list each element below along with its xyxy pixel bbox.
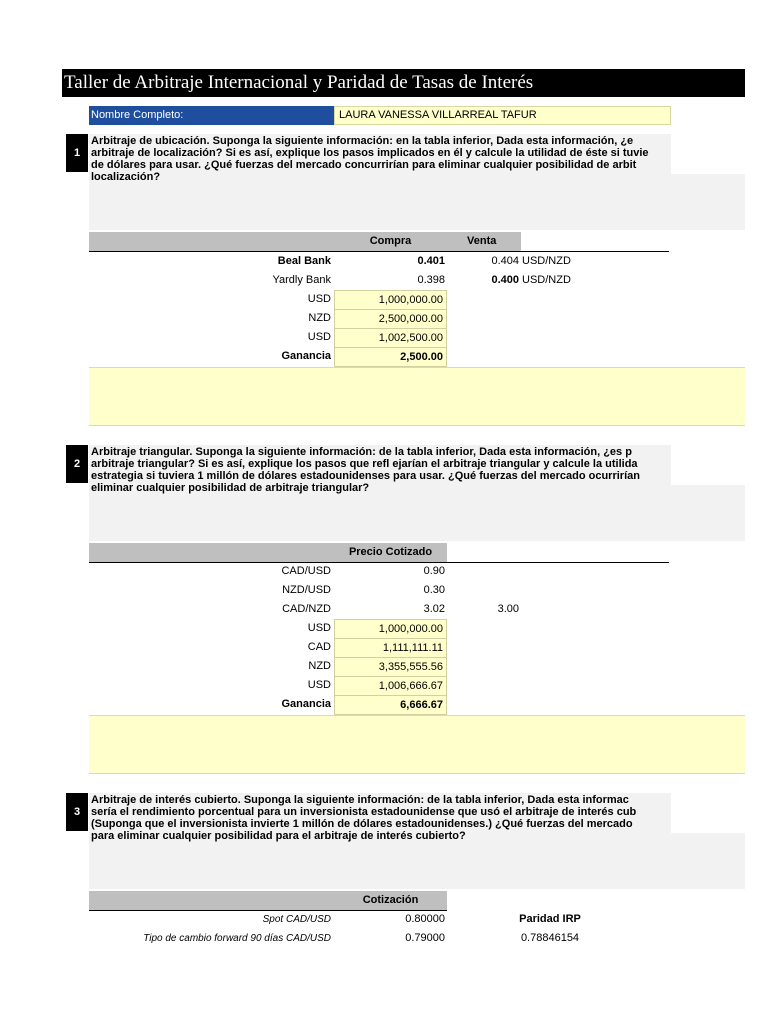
question-number-1: 1: [66, 134, 88, 172]
q1-bank-name: Yardly Bank: [272, 274, 331, 286]
q2-quote-label: CAD/NZD: [282, 603, 331, 615]
q2-calc-label: CAD: [307, 641, 331, 653]
question-3-line: Arbitraje de interés cubierto. Suponga la siguiente información: de la tabla inferior, Dada esta informac: [91, 794, 629, 806]
question-1-line: Arbitraje de ubicación. Suponga la siguiente información: en la tabla inferior, Dada esta información, ¿e: [91, 135, 634, 147]
question-1-line: de dólares para usar. ¿Qué fuerzas del mercado concurrirían para eliminar cualquier posibilidad de arbit: [91, 159, 637, 171]
q1-header-compra: Compra: [369, 235, 412, 247]
q2-calc-label: USD: [307, 679, 331, 691]
q1-calc-label: USD: [307, 331, 331, 343]
q2-quote-value: 0.90: [423, 565, 445, 577]
q1-gain-cell[interactable]: 2,500.00: [334, 347, 447, 367]
q2-quote-value: 3.02: [423, 603, 445, 615]
name-label: Nombre Completo:: [89, 106, 334, 125]
q2-quote-extra: 3.00: [497, 603, 519, 615]
q3-row-value: 0.80000: [405, 913, 445, 925]
q1-calc-cell[interactable]: 1,000,000.00: [334, 290, 447, 310]
q2-gain-cell[interactable]: 6,666.67: [334, 695, 447, 715]
q1-bank-venta: 0.404: [491, 255, 519, 267]
cell-mask: [671, 134, 745, 174]
q2-calc-cell[interactable]: 1,000,000.00: [334, 619, 447, 639]
q1-calc-label: NZD: [308, 312, 331, 324]
q1-answer-area[interactable]: [89, 367, 745, 426]
question-3-line: para eliminar cualquier posibilidad para el arbitraje de interés cubierto?: [91, 830, 466, 842]
question-3-box: [89, 793, 745, 889]
q3-irp-label: Paridad IRP: [519, 913, 581, 925]
q1-table-header: [89, 232, 521, 251]
q2-quote-value: 0.30: [423, 584, 445, 596]
q2-calc-cell[interactable]: 1,006,666.67: [334, 676, 447, 696]
question-1-line: arbitraje de localización? Si es así, explique los pasos implicados en él y calcule la utilidad de éste si tuvie: [91, 147, 649, 159]
question-number-3: 3: [66, 793, 88, 831]
question-2-box: [89, 445, 745, 541]
q1-bank-name: Beal Bank: [277, 255, 331, 267]
question-2-line: eliminar cualquier posibilidad de arbitraje triangular?: [91, 482, 370, 494]
q1-calc-cell[interactable]: 1,002,500.00: [334, 328, 447, 348]
question-1-line: localización?: [91, 171, 161, 183]
q2-calc-cell[interactable]: 1,111,111.11: [334, 638, 447, 658]
question-2-line: arbitraje triangular? Si es así, explique los pasos que refl ejarían el arbitraje triangular y calcule la utilida: [91, 458, 638, 470]
cell-mask: [671, 793, 745, 833]
question-3-line: sería el rendimiento porcentual para un inversionista estadounidense que usó el arbitraje de interés cub: [91, 806, 637, 818]
q3-header-cotizacion: Cotización: [362, 894, 419, 906]
q3-irp-value: 0.78846154: [520, 932, 580, 944]
q2-header-precio: Precio Cotizado: [348, 546, 433, 558]
question-3-line: (Suponga que el inversionista invierte 1 millón de dólares estadounidenses.) ¿Qué fuerzas del mercado: [91, 818, 633, 830]
name-field[interactable]: LAURA VANESSA VILLARREAL TAFUR: [334, 106, 671, 125]
q3-row-label: Spot CAD/USD: [262, 914, 331, 925]
q1-calc-label: USD: [307, 293, 331, 305]
q1-bank-compra: 0.401: [417, 255, 445, 267]
q3-row-label: Tipo de cambio forward 90 días CAD/USD: [143, 933, 331, 944]
q2-calc-label: NZD: [308, 660, 331, 672]
q2-quote-label: CAD/USD: [281, 565, 331, 577]
q1-gain-label: Ganancia: [281, 350, 331, 362]
q3-row-value: 0.79000: [405, 932, 445, 944]
question-1-box: [89, 134, 745, 230]
q1-bank-compra: 0.398: [417, 274, 445, 286]
q2-calc-cell[interactable]: 3,355,555.56: [334, 657, 447, 677]
question-2-line: Arbitraje triangular. Suponga la siguiente información: de la tabla inferior, Dada esta información, ¿es p: [91, 446, 632, 458]
q2-gain-label: Ganancia: [281, 698, 331, 710]
q2-quote-label: NZD/USD: [282, 584, 331, 596]
q1-bank-unit: USD/NZD: [522, 274, 571, 286]
question-2-line: estrategia si tuviera 1 millón de dólares estadounidenses para usar. ¿Qué fuerzas del mercado ocurrirían: [91, 470, 640, 482]
q1-calc-cell[interactable]: 2,500,000.00: [334, 309, 447, 329]
question-number-2: 2: [66, 445, 88, 483]
q2-calc-label: USD: [307, 622, 331, 634]
q1-bank-venta: 0.400: [491, 274, 519, 286]
cell-mask: [671, 445, 745, 485]
page-title: Taller de Arbitraje Internacional y Paridad de Tasas de Interés: [62, 69, 745, 97]
q2-answer-area[interactable]: [89, 715, 745, 774]
q1-header-venta: Venta: [467, 235, 497, 247]
q1-bank-unit: USD/NZD: [522, 255, 571, 267]
